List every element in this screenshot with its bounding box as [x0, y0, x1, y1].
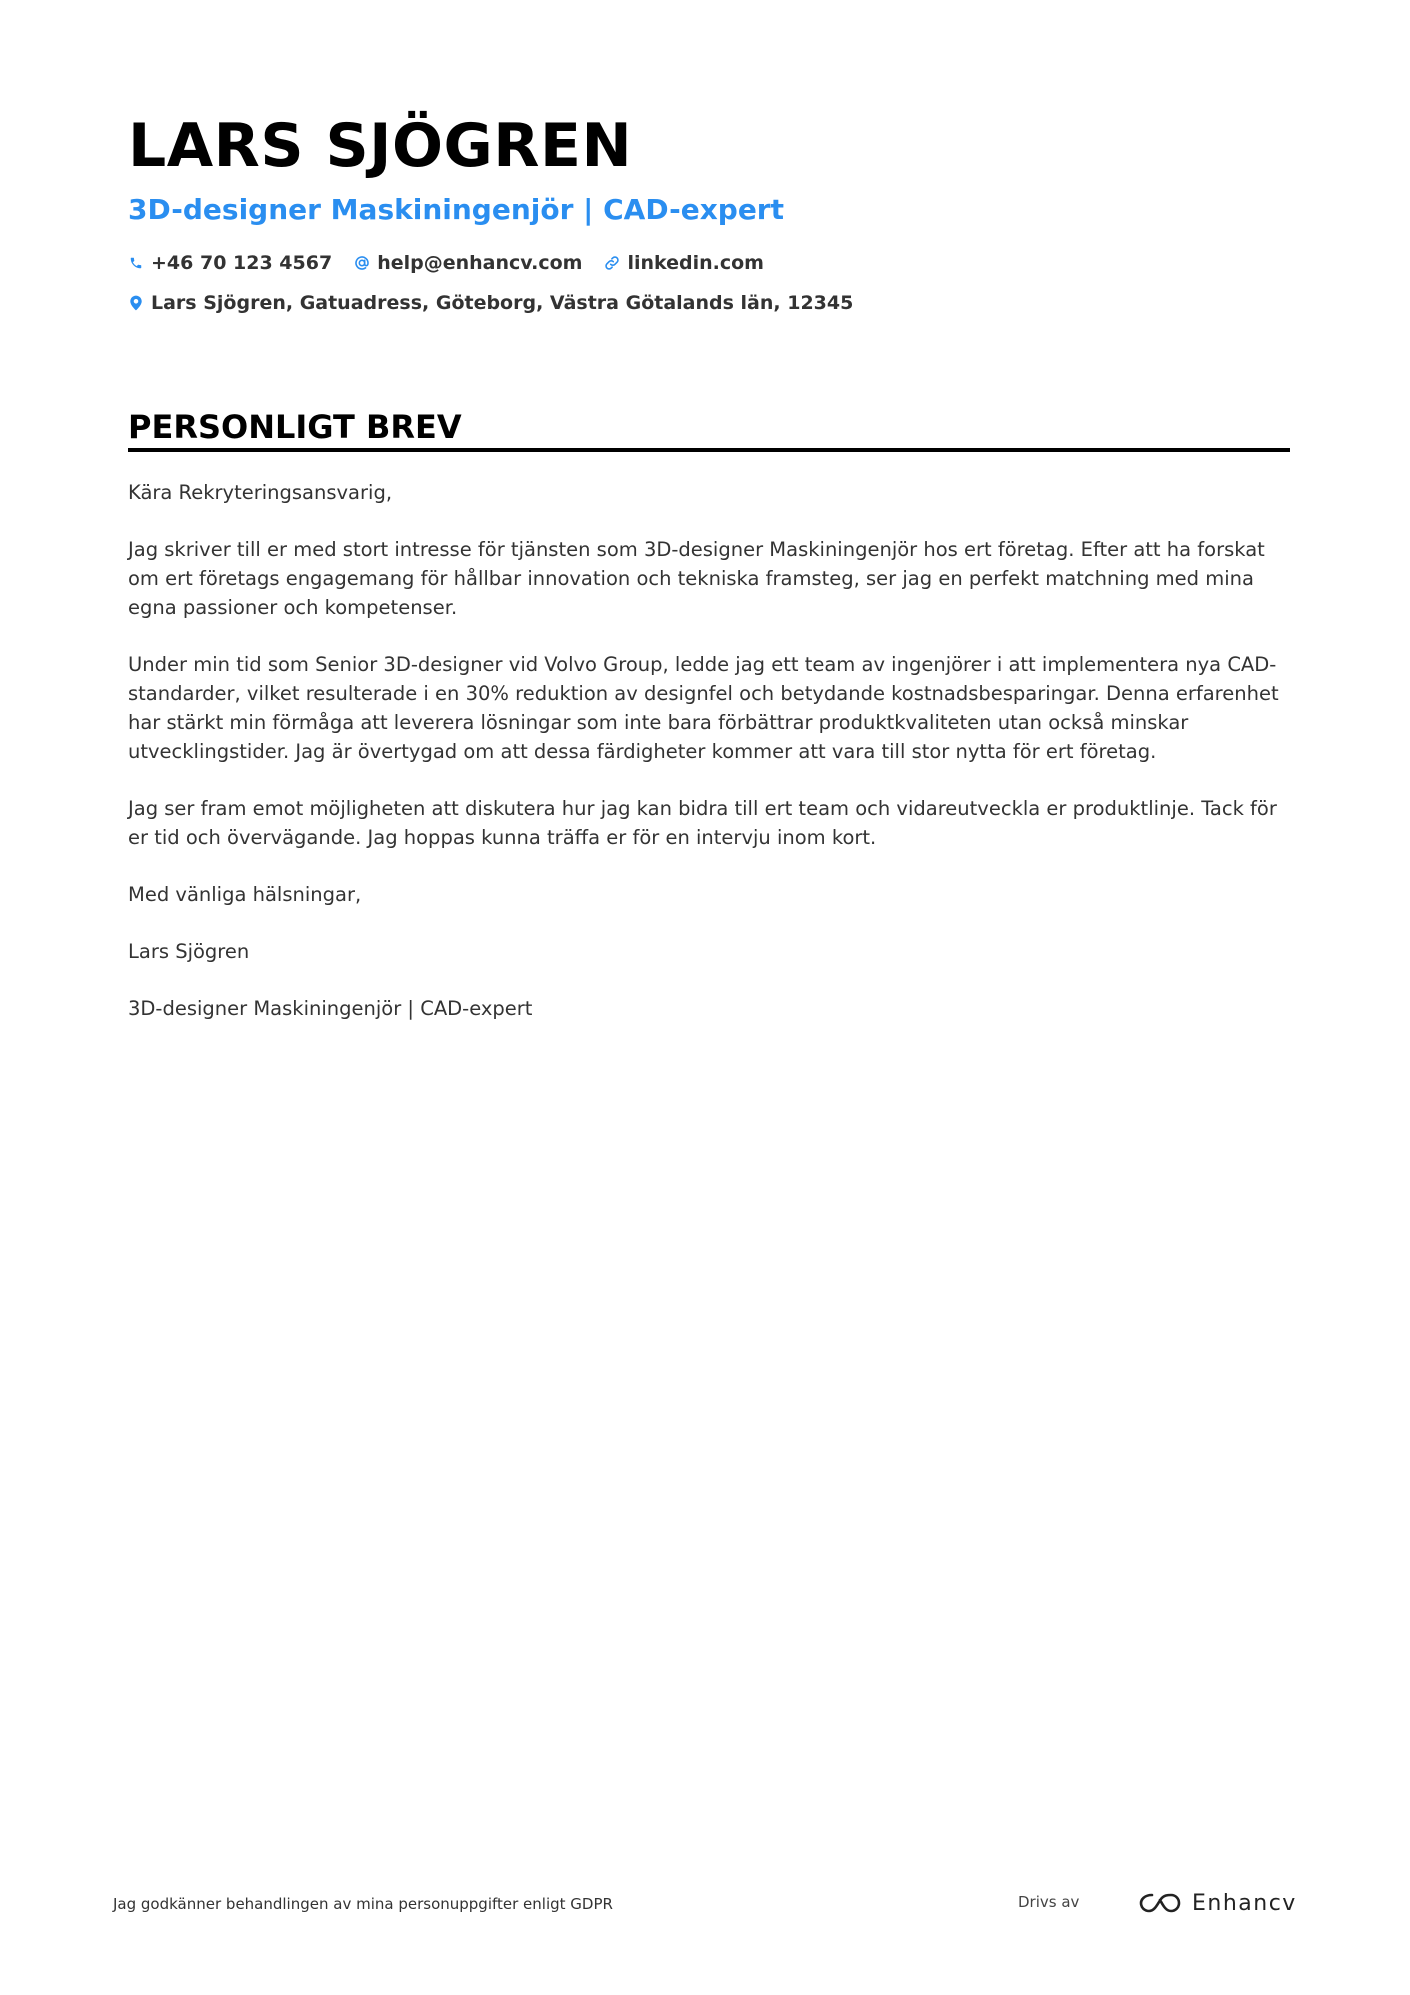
- footer: [113, 1886, 1297, 1926]
- phone-text: +46 70 123 4567: [151, 252, 333, 274]
- location-pin-icon: [128, 295, 144, 311]
- enhancv-brand-link[interactable]: [1138, 1886, 1297, 1920]
- link-icon: [604, 255, 620, 271]
- email-text[interactable]: help@enhancv.com: [377, 252, 583, 274]
- contact-address: [128, 290, 853, 316]
- applicant-name: LARS SJÖGREN: [128, 111, 633, 181]
- linkedin-text[interactable]: linkedin.com: [627, 252, 764, 274]
- letter-greeting: Kära Rekryteringsansvarig,: [128, 481, 393, 504]
- letter-paragraph: Jag skriver till er med stort intresse för tjänsten som 3D-designer Maskiningenjör hos ert företag. Efter att ha forskat om ert företags engagemang för hållbar innovation och tekniska framsteg, ser jag en perfekt matchning med mina egna passioner och kompetenser.: [128, 538, 1265, 619]
- powered-by-label: Drivs av: [1018, 1893, 1080, 1911]
- contact-email[interactable]: [354, 250, 582, 276]
- address-text: Lars Sjögren, Gatuadress, Göteborg, Västra Götalands län, 12345: [151, 292, 854, 314]
- letter-closing: Med vänliga hälsningar,: [128, 883, 362, 906]
- contact-row: [128, 250, 1288, 276]
- letter-paragraph: Under min tid som Senior 3D-designer vid Volvo Group, ledde jag ett team av ingenjörer i att implementera nya CAD-standarder, vilket resulterade i en 30% reduktion av designfel och betydande kostnadsbesparingar. Denna erfarenhet har stärkt min förmåga att leverera lösningar som inte bara förbättrar produktkvaliteten utan också minskar utvecklingstider. Jag är övertygad om att dessa färdigheter kommer att vara till stor nytta för ert företag.: [128, 653, 1279, 763]
- contact-linkedin[interactable]: [604, 250, 764, 276]
- header: [128, 110, 1288, 316]
- applicant-headline: 3D-designer Maskiningenjör | CAD-expert: [128, 193, 785, 226]
- at-sign-icon: [354, 255, 370, 271]
- signature-title: 3D-designer Maskiningenjör | CAD-expert: [128, 997, 533, 1020]
- signature-name: Lars Sjögren: [128, 940, 250, 963]
- brand-name[interactable]: Enhancv: [1192, 1890, 1297, 1916]
- letter-paragraph: Jag ser fram emot möjligheten att diskutera hur jag kan bidra till ert team och vidareutveckla er produktlinje. Tack för er tid och övervägande. Jag hoppas kunna träffa er för en intervju inom kort.: [128, 797, 1277, 849]
- section-title: PERSONLIGT BREV: [128, 408, 462, 446]
- section-divider: [128, 448, 1290, 452]
- contact-phone: [128, 250, 332, 276]
- enhancv-logo-icon: [1138, 1890, 1182, 1916]
- gdpr-consent-text: Jag godkänner behandlingen av mina personuppgifter enligt GDPR: [113, 1895, 613, 1913]
- address-row: [128, 290, 1288, 316]
- letter-body: [128, 478, 1290, 1051]
- phone-icon: [128, 255, 144, 271]
